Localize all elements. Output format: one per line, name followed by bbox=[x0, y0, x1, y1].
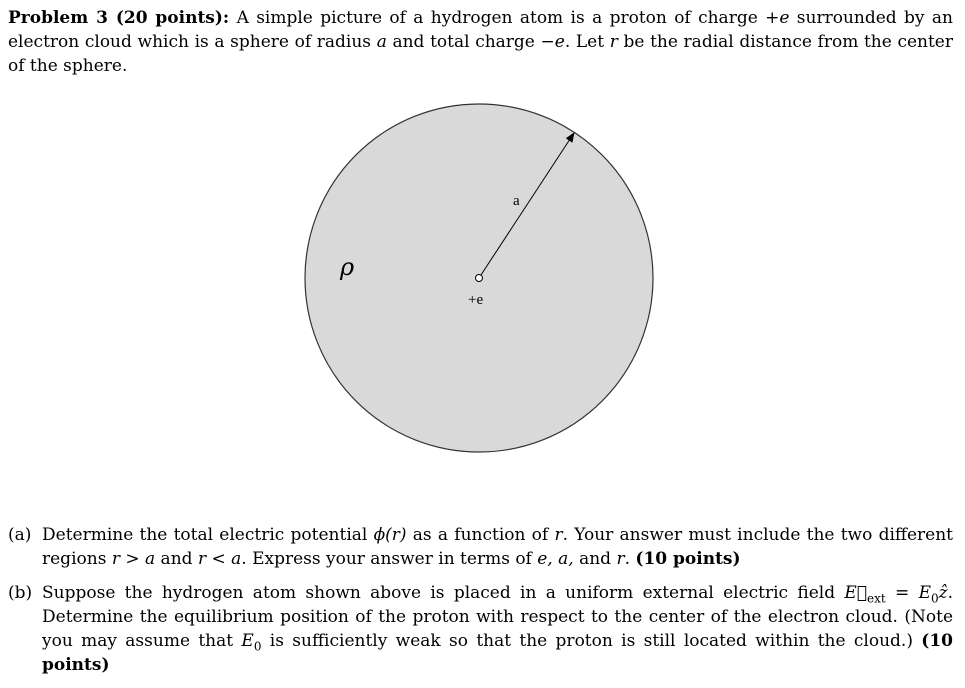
math-condition: r > a bbox=[111, 549, 156, 569]
math-r: r bbox=[616, 549, 625, 569]
part-b-text: Suppose the hydrogen atom shown above is placed in a uniform external electric field bbox=[42, 583, 845, 603]
part-a-text: as a function of bbox=[406, 525, 555, 545]
math-subscript: 0 bbox=[253, 639, 262, 654]
math-eq: = E bbox=[885, 583, 931, 603]
intro-text-2: surrounded by an electron cloud which is a sphere of radius bbox=[8, 8, 953, 52]
proton bbox=[476, 275, 483, 282]
math-e: e bbox=[554, 32, 565, 52]
math-subscript: ext bbox=[867, 591, 886, 606]
charge-label: +e bbox=[468, 292, 484, 308]
math-field: E⃗ bbox=[844, 583, 868, 603]
part-b-text: is sufficiently weak so that the proton is still located within the cloud.) bbox=[261, 631, 922, 651]
part-a-text: . Express your answer in terms of bbox=[241, 549, 538, 569]
problem-intro bbox=[8, 6, 953, 78]
intro-text-4: . Let bbox=[564, 32, 610, 52]
intro-text-1: A simple picture of a hydrogen atom is a proton of charge + bbox=[236, 8, 780, 28]
part-b-points: (10 points) bbox=[42, 631, 953, 675]
part-a bbox=[8, 523, 953, 571]
part-a-text: and bbox=[155, 549, 198, 569]
math-condition: r < a bbox=[197, 549, 242, 569]
hydrogen-atom-figure bbox=[0, 100, 965, 460]
part-a-text: and bbox=[573, 549, 617, 569]
math-phi: ϕ(r) bbox=[373, 525, 407, 545]
part-a-points: (10 points) bbox=[635, 549, 741, 569]
part-a-text: . Your answer must include the two different regions bbox=[42, 525, 954, 569]
intro-text-3: and total charge − bbox=[386, 32, 555, 52]
math-e: e bbox=[779, 8, 790, 28]
intro-text-5: be the radial distance from the center of the sphere. bbox=[8, 32, 953, 76]
math-subscript: 0 bbox=[930, 591, 939, 606]
math-r: r bbox=[554, 525, 563, 545]
density-label: ρ bbox=[340, 253, 355, 281]
part-b-text: . Determine the equilibrium position of the proton with respect to the center of the electron cloud. (Note you may assume that bbox=[42, 583, 953, 651]
part-a-label: (a) bbox=[8, 525, 32, 545]
figure-svg bbox=[0, 100, 965, 460]
math-vars: e, a, bbox=[537, 549, 574, 569]
problem-heading: Problem 3 (20 points): bbox=[8, 8, 230, 28]
math-r: r bbox=[609, 32, 618, 52]
radius-label: a bbox=[513, 193, 520, 209]
part-a-text: . bbox=[624, 549, 636, 569]
math-zhat: ẑ bbox=[938, 583, 948, 603]
problem-parts bbox=[8, 523, 953, 687]
part-b-label: (b) bbox=[8, 583, 33, 603]
part-a-text: Determine the total electric potential bbox=[42, 525, 374, 545]
math-a: a bbox=[376, 32, 387, 52]
math-E0: E bbox=[241, 631, 254, 651]
part-b bbox=[8, 581, 953, 677]
